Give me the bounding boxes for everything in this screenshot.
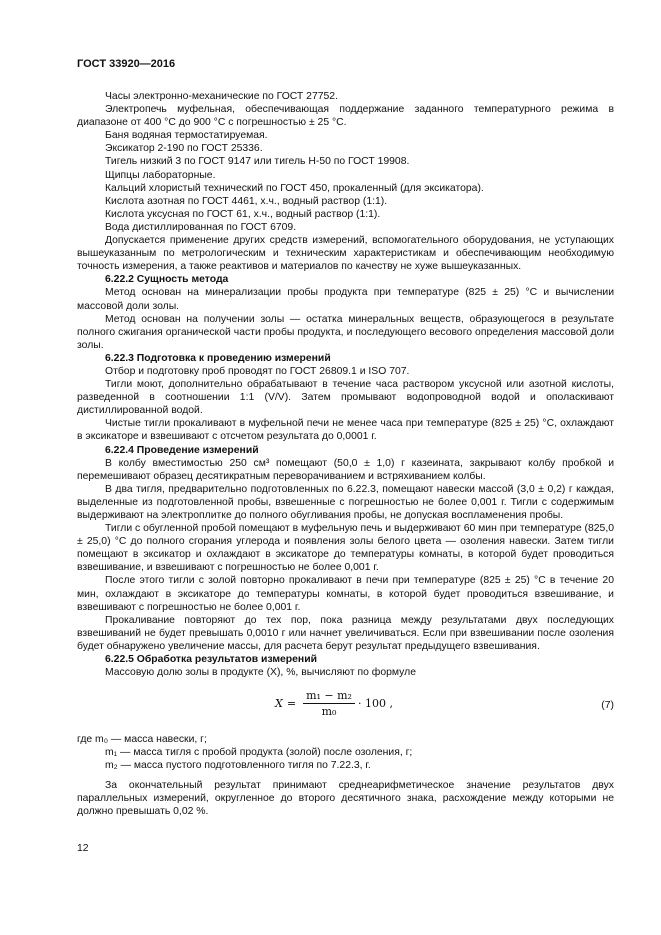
paragraph: Тигли моют, дополнительно обрабатывают в течение часа раствором уксусной или азотной кислоты, разведенной в соотношении 1:1 (V/V). Затем промывают водопроводной водой и ополаскивают дистиллированной водой.: [77, 379, 614, 417]
paragraph: Тигли с обугленной пробой помещают в муфельную печь и выдерживают 60 мин при температуре (825,0 ± 25,0) °С до полного сгорания углерода и появления золы белого цвета — озоления навески. Затем тигли помещают в эксикатор и охлаждают в эксикаторе до температуры комнаты, в которой будет проводиться взвешивание, и взвешивают с погрешностью не более 0,001 г.: [77, 523, 614, 574]
paragraph: В два тигля, предварительно подготовленных по 6.22.3, помещают навески массой (3,0 ± 0,2) г каждая, выделенные из подготовленной пробы, взвешенные с погрешностью не более 0,001 г. Тигли с содержимым выдерживают на электроплитке до полного обугливания пробы, не допуская воспламенения пробы.: [77, 483, 614, 521]
where-m0: где m₀ — масса навески, г;: [77, 734, 207, 746]
document-header: ГОСТ 33920—2016: [77, 58, 176, 70]
paragraph: Метод основан на получении золы — остатка минеральных веществ, образующегося в результате полного сжигания органической части пробы продукта, и последующего весового определения массовой доли золы.: [77, 313, 614, 351]
paragraph: Чистые тигли прокаливают в муфельной печи не менее часа при температуре (825 ± 25) °С, охлаждают в эксикаторе и взвешивают с отсчетом результата до 0,0001 г.: [77, 418, 614, 443]
paragraph: Прокаливание повторяют до тех пор, пока разница между результатами двух последующих взвешиваний не будет превышать 0,0010 г или начнет увеличиваться. Если при взвешивании после озоления будет обнаружено увеличение массы, для расчета берут результат предыдущего взвешивания.: [77, 614, 614, 652]
paragraph: Массовую долю золы в продукте (X), %, вычисляют по формуле: [105, 667, 416, 679]
paragraph: Метод основан на минерализации пробы продукта при температуре (825 ± 25) °С и вычислении массовой доли золы.: [77, 287, 614, 312]
formula-7: [77, 685, 614, 731]
equipment-note: Допускается применение других средств измерений, вспомогательного оборудования, не уступающих вышеуказанным по метрологическим и техническим характеристикам и обеспечивающим необходимую точность измерения, а также реактивов и материалов по качеству не хуже вышеуказанных.: [77, 235, 614, 273]
conclusion-paragraph: За окончательный результат принимают среднеарифметическое значение результатов двух параллельных измерений, округленное до второго десятичного знака, расхождение между которыми не должно превышать 0,02 %.: [77, 779, 614, 817]
equipment-item: Часы электронно-механические по ГОСТ 27752.: [105, 91, 338, 102]
equipment-item: Вода дистиллированная по ГОСТ 6709.: [105, 221, 297, 233]
section-heading-6-22-4: 6.22.4 Проведение измерений: [105, 444, 259, 456]
formula-equals: =: [286, 697, 297, 711]
formula-lhs: X: [275, 697, 283, 711]
section-heading-6-22-2: 6.22.2 Сущность метода: [105, 274, 229, 286]
formula-expression: [275, 689, 393, 718]
equipment-item: Эксикатор 2-190 по ГОСТ 25336.: [105, 143, 263, 155]
equipment-item: Кальций хлористый технический по ГОСТ 450, прокаленный (для эксикатора).: [105, 182, 484, 194]
where-m2: m₂ — масса пустого подготовленного тигля по 7.22.3, г.: [105, 760, 371, 772]
paragraph: После этого тигли с золой повторно прокаливают в печи при температуре (825 ± 25) °С в течение 20 мин, охлаждают в эксикаторе до температуры комнаты, в которой будет проводиться взвешивание, и взвешивают с погрешностью не более 0,001 г.: [77, 575, 614, 613]
equipment-item: Кислота уксусная по ГОСТ 61, х.ч., водный раствор (1:1).: [105, 208, 381, 220]
equipment-item: Щипцы лабораторные.: [105, 169, 216, 181]
section-heading-6-22-5: 6.22.5 Обработка результатов измерений: [105, 654, 317, 666]
equipment-item: Кислота азотная по ГОСТ 4461, х.ч., водный раствор (1:1).: [105, 195, 388, 207]
section-heading-6-22-3: 6.22.3 Подготовка к проведению измерений: [105, 352, 331, 364]
equipment-item: Тигель низкий 3 по ГОСТ 9147 или тигель Н-50 по ГОСТ 19908.: [105, 156, 410, 168]
where-m1: m₁ — масса тигля с пробой продукта (золой) после озоления, г;: [105, 747, 413, 759]
equipment-item: Электропечь муфельная, обеспечивающая поддержание заданного температурного режима в диапазоне от 400 °С до 900 °С с погрешностью ± 25 °С.: [77, 104, 614, 129]
formula-number: (7): [601, 700, 614, 712]
formula-fraction: [303, 689, 355, 718]
page-number: 12: [77, 843, 89, 854]
paragraph: В колбу вместимостью 250 см³ помещают (50,0 ± 1,0) г казеината, закрывают колбу пробкой и перемешивают образец десятикратным переворачиванием и встряхиванием колбы.: [77, 457, 614, 482]
paragraph: Отбор и подготовку проб проводят по ГОСТ 26809.1 и ISO 707.: [105, 365, 410, 377]
formula-multiplier: · 100 ,: [357, 697, 393, 711]
document-body: [77, 90, 614, 818]
formula-denominator: m₀: [321, 705, 337, 719]
formula-numerator: m₁ − m₂: [303, 689, 355, 704]
equipment-item: Баня водяная термостатируемая.: [105, 130, 268, 142]
